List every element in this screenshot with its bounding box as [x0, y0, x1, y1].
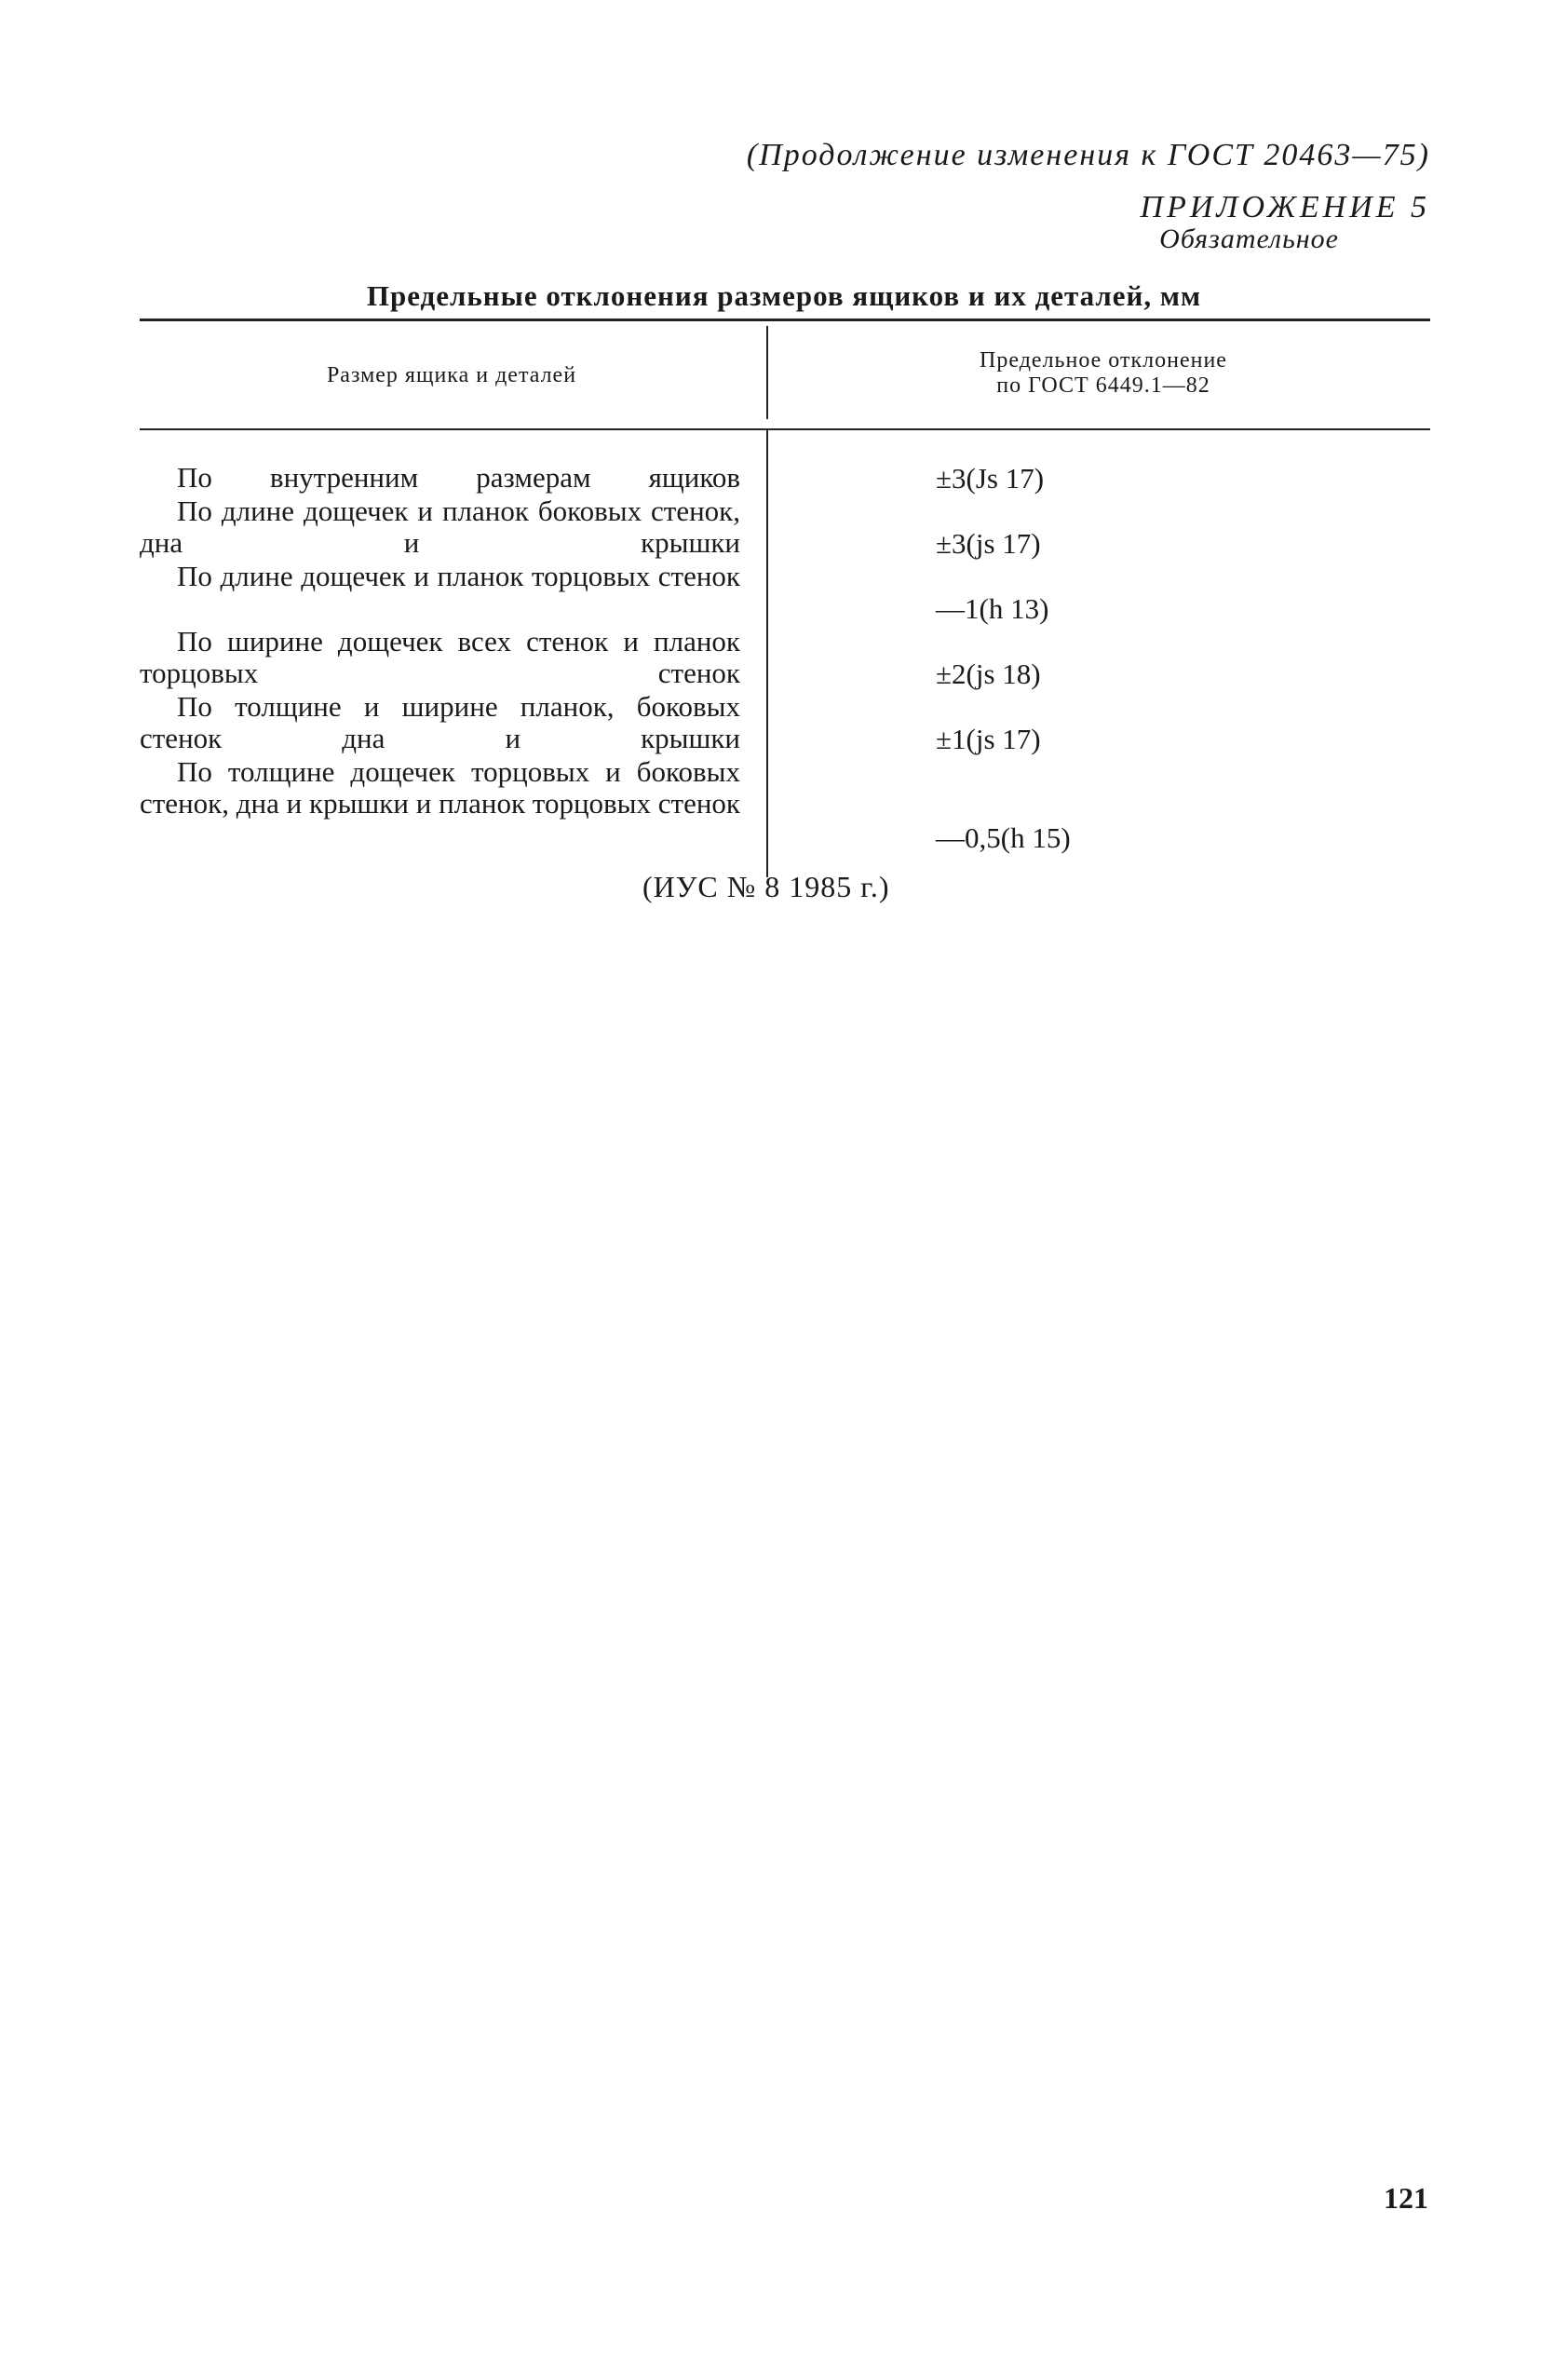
- row-3-size: По длине дощечек и планок торцовых стенок: [177, 560, 740, 592]
- change-reference: (ИУС № 8 1985 г.): [642, 870, 890, 903]
- row-4-size: По ширине дощечек всех стенок и планок торцовых стенок: [140, 625, 740, 689]
- table-title: Предельные отклонения размеров ящиков и их деталей, мм: [366, 279, 1202, 312]
- row-2-size: По длине дощечек и планок боковых стенок, дна и крышки: [140, 495, 740, 559]
- continuation-note: (Продолжение изменения к ГОСТ 20463—75): [746, 138, 1430, 172]
- row-2-deviation: ±3(js 17): [936, 527, 1041, 560]
- row-6-deviation: —0,5(h 15): [936, 821, 1071, 854]
- column-header-deviation-line2: по ГОСТ 6449.1—82: [996, 373, 1210, 398]
- row-1-size: По внутренним размерам ящиков: [177, 461, 740, 494]
- appendix-status: Обязательное: [1159, 224, 1339, 254]
- column-header-size: Размер ящика и деталей: [326, 363, 577, 387]
- table-header-divider: [766, 326, 768, 419]
- row-6-size: По толщине дощечек торцовых и боковых стенок, дна и крышки и планок торцовых стенок: [140, 755, 740, 820]
- row-3-deviation: —1(h 13): [936, 592, 1049, 625]
- page-number: 121: [1384, 2181, 1428, 2215]
- column-header-deviation-line1: Предельное отклонение: [980, 348, 1227, 373]
- appendix-title: ПРИЛОЖЕНИЕ 5: [1140, 190, 1430, 224]
- row-1-deviation: ±3(Js 17): [936, 462, 1045, 495]
- table-body-divider: [766, 430, 768, 877]
- table-header-rule: [140, 428, 1430, 430]
- table-top-rule: [140, 319, 1430, 321]
- column-header-deviation: [782, 348, 1425, 399]
- row-5-size: По толщине и ширине планок, боковых стенок дна и крышки: [140, 690, 740, 754]
- row-4-deviation: ±2(js 18): [936, 658, 1041, 690]
- row-5-deviation: ±1(js 17): [936, 723, 1041, 755]
